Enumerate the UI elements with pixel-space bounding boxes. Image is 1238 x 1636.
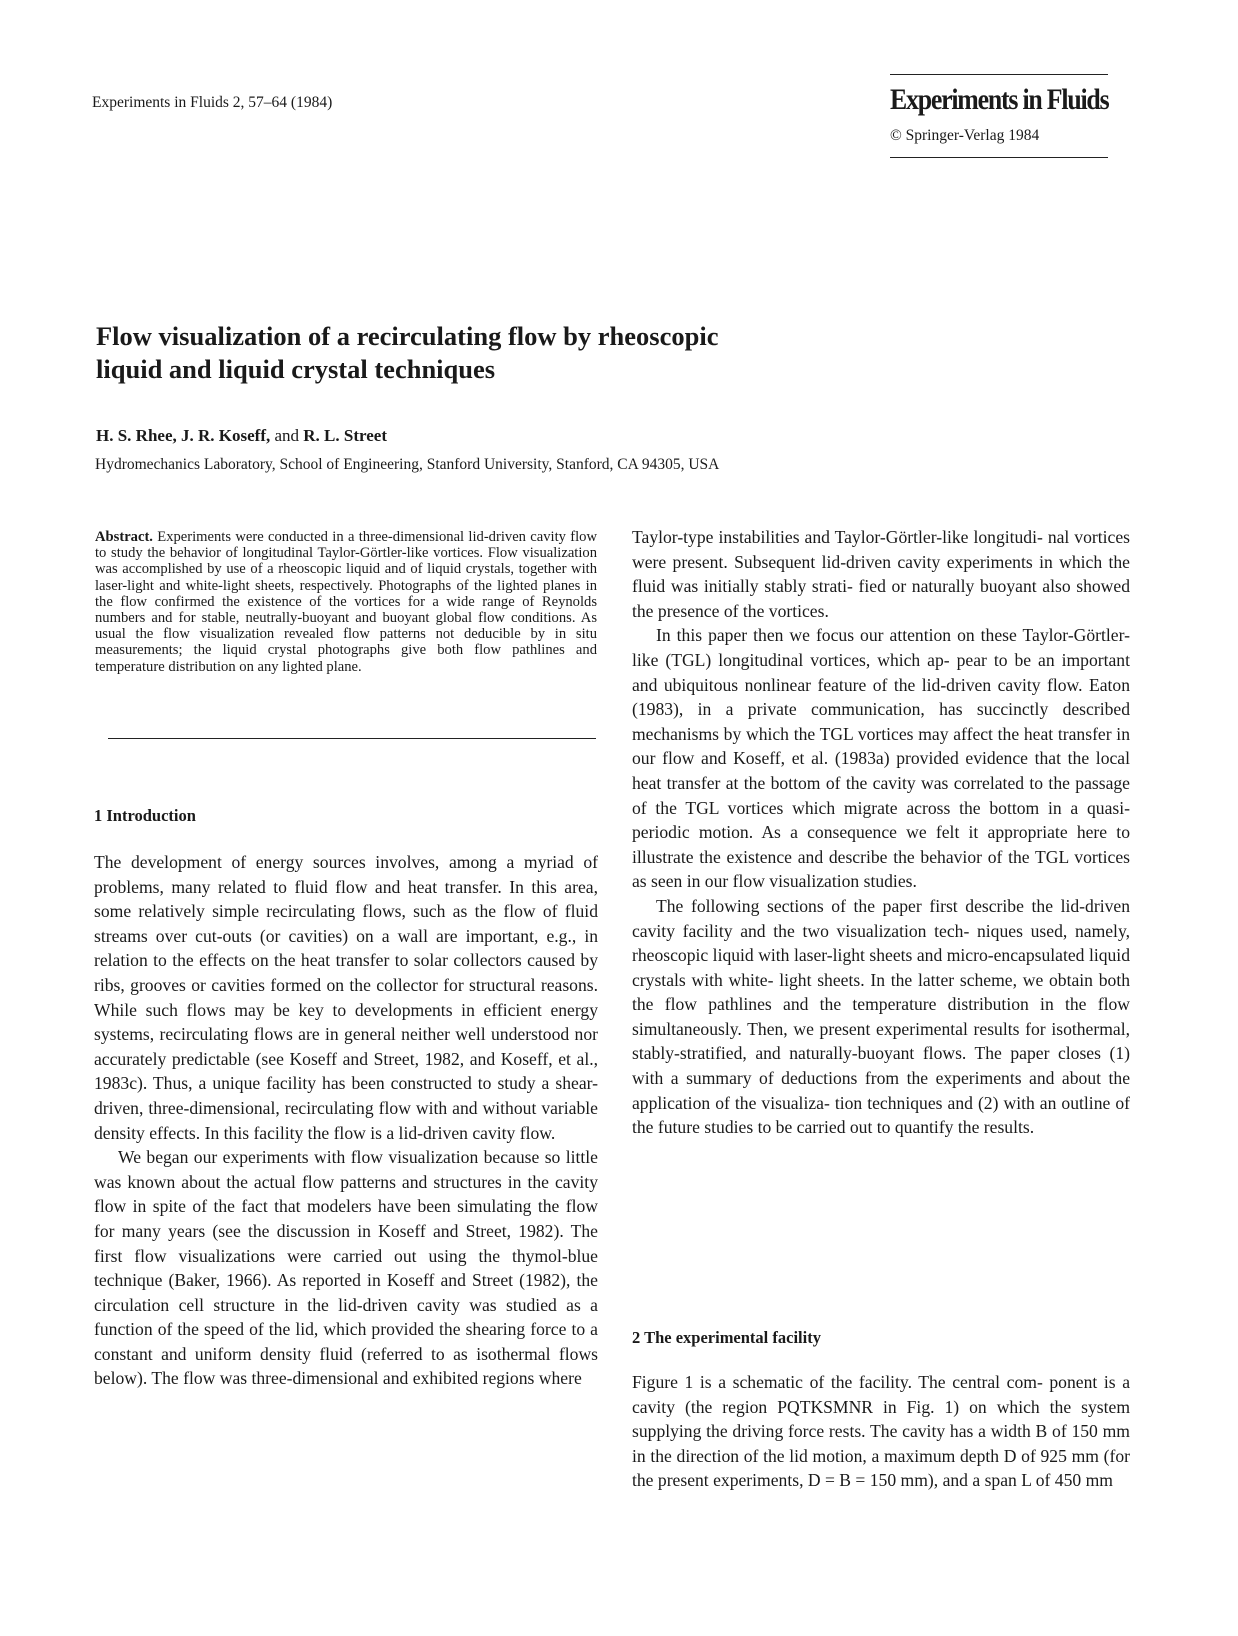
author-list — [96, 426, 387, 446]
abstract-label: Abstract. — [95, 529, 153, 545]
brand-bottom-rule — [890, 157, 1108, 158]
paragraph: The following sections of the paper first describe the lid-driven cavity facility and the two visualization tech- niques used, namely, rheoscopic liquid with laser-light sheets and micro-encapsulated liquid crystals with white- light sheets. In the latter scheme, we obtain both the flow pathlines and the temperature distribution in the flow simultaneously. Then, we present experimental results for isothermal, stably-stratified, and naturally-buoyant flows. The paper closes (1) with a summary of deductions from the experiments and about the application of the visualiza- tion techniques and (2) with an outline of the future studies to be carried out to quantify the results. — [632, 895, 1130, 1138]
section-heading-experimental-facility: 2 The experimental facility — [632, 1328, 821, 1347]
copyright-notice: © Springer-Verlag 1984 — [890, 127, 1040, 144]
journal-brand-block — [890, 74, 1108, 158]
abstract-divider — [108, 738, 596, 739]
abstract-text: Experiments were conducted in a three-dimensional lid-driven cavity flow to study the behavior of longitudinal Taylor-Görtler-like vortices. Flow visualization was accomplished by use of a rheoscopic liquid and of liquid crystals, together with laser-light and white-light sheets, respectively. Photographs of the lighted planes in the flow confirmed the existence of the vortices for a wide range of Reynolds numbers and for stable, neutrally-buoyant and buoyant global flow conditions. As usual the flow visualization revealed flow patterns not deducible by in situ measurements; the liquid crystal photographs give both flow pathlines and temperature distribution on any lighted plane. — [95, 529, 597, 675]
paragraph: The development of energy sources involves, among a myriad of problems, many related to fluid flow and heat transfer. In this area, some relatively simple recirculating flows, such as the flow of fluid streams over cut-outs (or cavities) on a wall are important, e.g., in relation to the effects on the heat transfer to solar collectors caused by ribs, grooves or cavities formed on the collector for structural reasons. While such flows may be key to developments in efficient energy systems, recirculating flows are in general neither well understood nor accurately predictable (see Koseff and Street, 1982, and Koseff, et al., 1983c). Thus, a unique facility has been constructed to study a shear-driven, three-dimensional, recirculating flow with and without variable density effects. In this facility the flow is a lid-driven cavity flow. — [94, 852, 598, 1143]
paragraph: Figure 1 is a schematic of the facility. The central com- ponent is a cavity (the region PQTKSMNR in Fig. 1) on which the system supplying the driving force rests. The cavity has a width B of 150 mm in the direction of the lid motion, a maximum depth D of 925 mm (for the present experiments, D = B = 150 mm), and a span L of 450 mm — [632, 1372, 1130, 1491]
paragraph: In this paper then we focus our attention on these Taylor-Görtler-like (TGL) longitudinal vortices, which ap- pear to be an important and ubiquitous nonlinear feature of the lid-driven cavity flow. Eaton (1983), in a private communication, has succinctly described mechanisms by which the TGL vortices may affect the heat transfer in our flow and Koseff, et al. (1983a) provided evidence that the local heat transfer at the bottom of the cavity was correlated to the passage of the TGL vortices which migrate across the bottom in a quasi-periodic motion. As a consequence we felt it appropriate here to illustrate the existence and describe the behavior of the TGL vortices as seen in our flow visualization studies. — [632, 625, 1130, 892]
paragraph: We began our experiments with flow visualization because so little was known about the actual flow patterns and structures in the cavity flow in spite of the fact that modelers have been simulating the flow for many years (see the discussion in Koseff and Street, 1982). The first flow visualizations were carried out using the thymol-blue technique (Baker, 1966). As reported in Koseff and Street (1982), the circulation cell structure in the lid-driven cavity was studied as a function of the speed of the lid, which provided the shearing force to a constant and uniform density fluid (referred to as isothermal flows below). The flow was three-dimensional and exhibited regions where — [94, 1147, 598, 1389]
paper-title-line-2: liquid and liquid crystal techniques — [96, 354, 496, 384]
paper-title-line-1: Flow visualization of a recirculating flow by rheoscopic — [96, 321, 719, 351]
author-names: H. S. Rhee, J. R. Koseff, — [96, 426, 271, 445]
left-column-body — [94, 850, 598, 1391]
abstract — [95, 529, 597, 675]
paper-title — [96, 320, 856, 386]
author-conjunction: and — [270, 426, 304, 445]
brand-top-rule — [890, 74, 1108, 75]
section-2-body — [632, 1370, 1130, 1493]
section-heading-introduction: 1 Introduction — [94, 806, 196, 825]
right-column-body — [632, 525, 1130, 1140]
author-affiliation: Hydromechanics Laboratory, School of Engineering, Stanford University, Stanford, CA 94305, USA — [95, 456, 720, 473]
paragraph-continued: Taylor-type instabilities and Taylor-Görtler-like longitudi- nal vortices were present. Subsequent lid-driven cavity experiments in which the fluid was initially stably strati- fied or naturally buoyant also showed the presence of the vortices. — [632, 527, 1130, 621]
author-last: R. L. Street — [303, 426, 388, 445]
journal-brand-title: Experiments in Fluids — [890, 83, 1109, 116]
journal-reference: Experiments in Fluids 2, 57–64 (1984) — [92, 94, 333, 111]
